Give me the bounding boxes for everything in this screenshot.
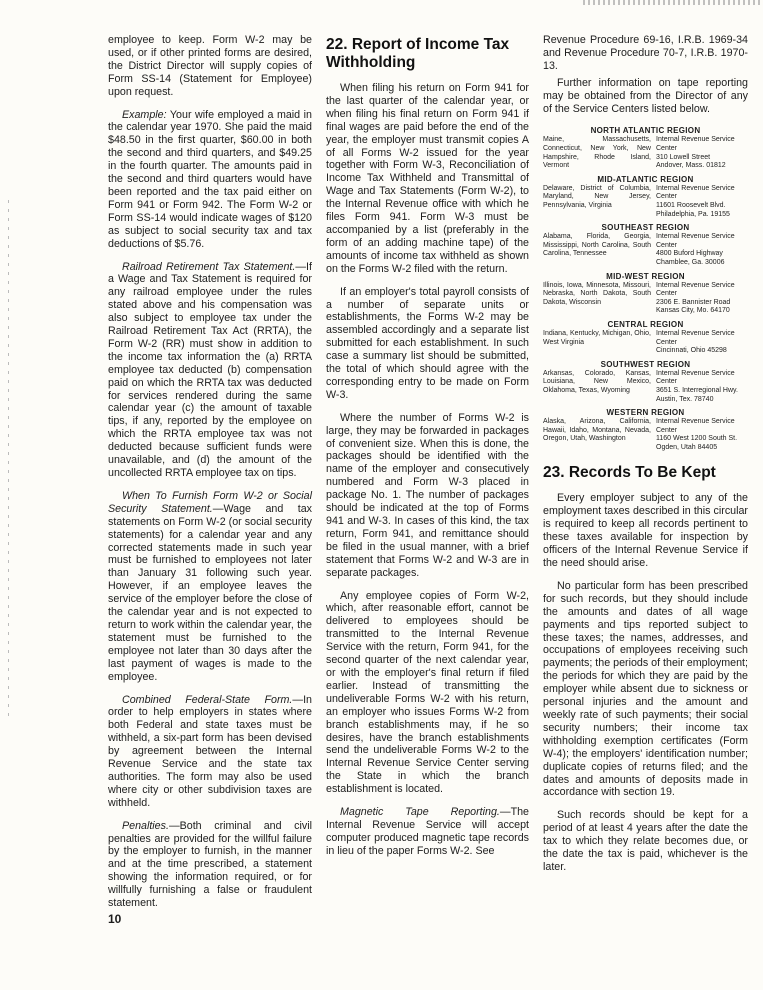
region-title: SOUTHWEST REGION [600, 359, 691, 369]
address-line: Center [656, 241, 678, 249]
region-western [543, 407, 748, 452]
address-line: Ogden, Utah 84405 [656, 443, 718, 451]
paragraph-text: —If a Wage and Tax Statement is required for any railroad employee under the rules stated above and his compensation was also subject to employee tax under the Railroad Retirement Tax Act (RRTA), the Form W-2 (RR) must show in addition to the income tax information the (a) RRTA employee tax deducted (b) compensation paid on which the RRTA tax was deducted for services rendered during the same calendar year (c) the amount of taxable tips, if any, reported by the employee on which the RRTA employee tax was not deducted because sufficient funds were unavailable, and (d) the amount of the uncollected RRTA employee tax on tips. [108, 260, 312, 479]
address-line: Austin, Tex. 78740 [656, 395, 714, 403]
paragraph-combined-form [108, 694, 312, 810]
region-address [656, 282, 748, 316]
region-address [656, 136, 748, 170]
region-title: NORTH ATLANTIC REGION [590, 126, 701, 136]
paragraph: Where the number of Forms W-2 is large, they may be forwarded in packages of convenient size. When this is done, the packages should be identified with the name of the employer and consecutively numbered and Form W-3 placed in package No. 1. The number of packages should be indicated at the top of Forms 941 and W-3. In cases of this kind, the tax return, Form 941, and remittance should be filed in the usual manner, with a brief statement that Forms W-2 and W-3 are in separate packages. [326, 411, 529, 579]
binding-edge-artifact [8, 200, 9, 720]
region-address [656, 233, 748, 267]
address-line: 4800 Buford Highway [656, 250, 723, 258]
region-states: Illinois, Iowa, Minnesota, Missouri, Nebraska, North Dakota, South Dakota, Wisconsin [543, 281, 651, 306]
paragraph-text: —The Internal Revenue Service will accept computer produced magnetic tape records in lieu of the paper Forms W-2. See [326, 806, 529, 857]
address-line: Center [656, 426, 678, 434]
region-states: Indiana, Kentucky, Michigan, Ohio, West Virginia [543, 329, 651, 346]
region-title: MID-ATLANTIC REGION [597, 174, 694, 184]
column-left [108, 34, 312, 920]
paragraph-magnetic-tape [326, 806, 529, 858]
paragraph: employee to keep. Form W-2 may be used, or if other printed forms are desired, the District Director will supply copies of Form SS-14 (Statement for Employee) upon request. [108, 34, 312, 98]
paragraph: When filing his return on Form 941 for the last quarter of the calendar year, or when filing his final return on Form 941 if final wages are paid before the end of the year, the employer must transmit copies A of all Forms W-2 issued for the year together with Form W-3, Reconciliation of Income Tax Withheld and Transmittal of Wage and Tax Statements (Form W-2), to the Internal Revenue office with which he files Form 941. Form W-3 must be accompanied by a list (preferably in the form of an adding machine tape) of the amounts of income tax withheld as shown on the Forms W-2 filed with the return. [326, 82, 529, 275]
address-line: Kansas City, Mo. 64170 [656, 307, 730, 315]
region-row [543, 136, 748, 170]
address-line: Internal Revenue Service [656, 184, 735, 192]
column-right [543, 34, 748, 884]
paragraph: Every employer subject to any of the employment taxes described in this circular is required to keep all records pertinent to these taxes available for inspection by officers of the Internal Revenue Service if the need should arise. [543, 492, 748, 569]
section-22-title: 22. Report of Income Tax Withholding [326, 36, 510, 71]
lead-in: When To Furnish Form W-2 or Social Security Statement. [108, 489, 312, 515]
scan-edge-artifact [583, 0, 763, 5]
region-title: WESTERN REGION [606, 408, 685, 418]
address-line: Chamblee, Ga. 30006 [656, 258, 725, 266]
address-line: Center [656, 290, 678, 298]
region-address [656, 330, 748, 356]
region-title: CENTRAL REGION [607, 319, 684, 329]
lead-in: Penalties. [122, 819, 169, 832]
region-row [543, 370, 748, 404]
address-line: Andover, Mass. 01812 [656, 162, 726, 170]
address-line: Internal Revenue Service [656, 418, 735, 426]
paragraph-text: Your wife employed a maid in the calendar year 1970. She paid the maid $48.50 in the first quarter, $60.00 in both the second and third quarters, and $49.25 in the fourth quarter. The amounts paid in the second and third quarters would have been reported and the tax paid either on Form 941 or Form 942. The Form W-2 or Form SS-14 would indicate wages of $120 as subject to social security tax and tax deductions of $5.76. [108, 108, 312, 250]
address-line: 3651 S. Interregional Hwy. [656, 386, 738, 394]
service-center-list [543, 125, 748, 452]
region-row [543, 185, 748, 219]
address-line: Internal Revenue Service [656, 369, 735, 377]
lead-in: Example: [122, 108, 167, 121]
address-line: Center [656, 338, 678, 346]
paragraph: Any employee copies of Form W-2, which, after reasonable effort, cannot be delivered to employees should be transmitted to the Internal Revenue Service with the return, Form 941, for the second quarter of the next calendar year, or with the employer's final return if filed earlier. Instead of transmitting the undeliverable Forms W-2 with his return, an employer who issues Forms W-2 from branch establishments may, if he so desires, have the branch establishments send the undeliverable Forms W-2 to the Internal Revenue Service Center serving the State in which the branch establishment is located. [326, 589, 529, 796]
address-line: Center [656, 145, 678, 153]
address-line: Center [656, 378, 678, 386]
column-middle [326, 34, 529, 868]
lead-in: Combined Federal-State Form. [122, 693, 293, 706]
region-row [543, 418, 748, 452]
paragraph-example [108, 109, 312, 251]
region-title: MID-WEST REGION [606, 271, 685, 281]
address-line: Cincinnati, Ohio 45298 [656, 347, 727, 355]
region-states: Arkansas, Colorado, Kansas, Louisiana, New Mexico, Oklahoma, Texas, Wyoming [543, 369, 651, 394]
region-title: SOUTHEAST REGION [601, 223, 690, 233]
paragraph: If an employer's total payroll consists of a number of separate units or establishments, the Forms W-2 may be assembled accordingly and a separate list submitted for each establishment. In such case a summary list should be submitted, the total of which should agree with the corresponding entry to be made on Form W-3. [326, 285, 529, 401]
region-mid-atlantic [543, 174, 748, 219]
paragraph: No particular form has been prescribed for such records, but they should include the amounts and dates of all wage payments and tips reported subject to these taxes; the names, addresses, and occupations of employees receiving such payments; the periods of their employment; the periods for which they are paid by the employer while absent due to sickness or personal injuries and the amount and weekly rate of such payments; their social security numbers; their income tax withholding exemption certificates (Form W-4); the employers' identification number; duplicate copies of returns filed; and the dates and amounts of deposits made in accordance with section 19. [543, 579, 748, 799]
address-line: Center [656, 193, 678, 201]
region-southwest [543, 359, 748, 404]
paragraph: Such records should be kept for a period of at least 4 years after the date the tax to which they relate becomes due, or the date the tax is paid, whichever is the later. [543, 809, 748, 873]
paragraph-penalties [108, 820, 312, 910]
address-line: 310 Lowell Street [656, 153, 711, 161]
paragraph-text: —In order to help employers in states where both Federal and state taxes must be withheld, a six-part form has been devised by agreement between the Internal Revenue Service and the state tax authorities. The form may also be used where city or other subdivision taxes are withheld. [108, 693, 312, 809]
region-states: Maine, Massachusetts, Connecticut, New York, New Hampshire, Rhode Island, Vermont [543, 136, 651, 170]
paragraph-text: —Wage and tax statements on Form W-2 (or social security statements) for a calendar year and any corrected statements made in such year must be furnished to employees not later than January 31 following such year. However, if an employee leaves the service of the employer before the close of the calendar year and is not expected to return to work within the calendar year, the statement must be furnished to the employee not later than 30 days after the last payment of wages is made to the employee. [108, 502, 312, 683]
address-line: Internal Revenue Service [656, 136, 735, 144]
section-23-title: 23. Records To Be Kept [543, 464, 716, 482]
paragraph-railroad [108, 261, 312, 480]
region-north-atlantic [543, 125, 748, 170]
region-central [543, 319, 748, 356]
region-row [543, 330, 748, 356]
address-line: Internal Revenue Service [656, 329, 735, 337]
region-address [656, 185, 748, 219]
address-line: 1160 West 1200 South St. [656, 435, 738, 443]
paragraph-when-to-furnish [108, 490, 312, 684]
address-line: 2306 E. Bannister Road [656, 298, 731, 306]
address-line: Philadelphia, Pa. 19155 [656, 210, 730, 218]
region-row [543, 233, 748, 267]
region-address [656, 418, 748, 452]
region-southeast [543, 222, 748, 267]
region-states: Delaware, District of Columbia, Maryland, New Jersey, Pennsylvania, Virginia [543, 184, 651, 209]
address-line: Internal Revenue Service [656, 281, 735, 289]
lead-in: Railroad Retirement Tax Statement. [122, 260, 296, 273]
region-address [656, 370, 748, 404]
paragraph: Revenue Procedure 69-16, I.R.B. 1969-34 and Revenue Procedure 70-7, I.R.B. 1970-13. [543, 34, 748, 72]
address-line: Internal Revenue Service [656, 233, 735, 241]
region-states: Alaska, Arizona, California, Hawaii, Idaho, Montana, Nevada, Oregon, Utah, Washington [543, 418, 651, 443]
paragraph: Further information on tape reporting may be obtained from the Director of any of the Service Centers listed below. [543, 76, 748, 115]
region-row [543, 282, 748, 316]
region-mid-west [543, 271, 748, 316]
region-states: Alabama, Florida, Georgia, Mississippi, North Carolina, South Carolina, Tennessee [543, 233, 651, 258]
page-number: 10 [108, 912, 122, 926]
paragraph-text: —Both criminal and civil penalties are provided for the willful failure by the employer to furnish, in the manner and at the time prescribed, a statement showing the information required, or for willfully furnishing a false or fraudulent statement. [108, 819, 312, 910]
lead-in: Magnetic Tape Reporting. [340, 806, 500, 819]
address-line: 11601 Roosevelt Blvd. [656, 202, 726, 209]
